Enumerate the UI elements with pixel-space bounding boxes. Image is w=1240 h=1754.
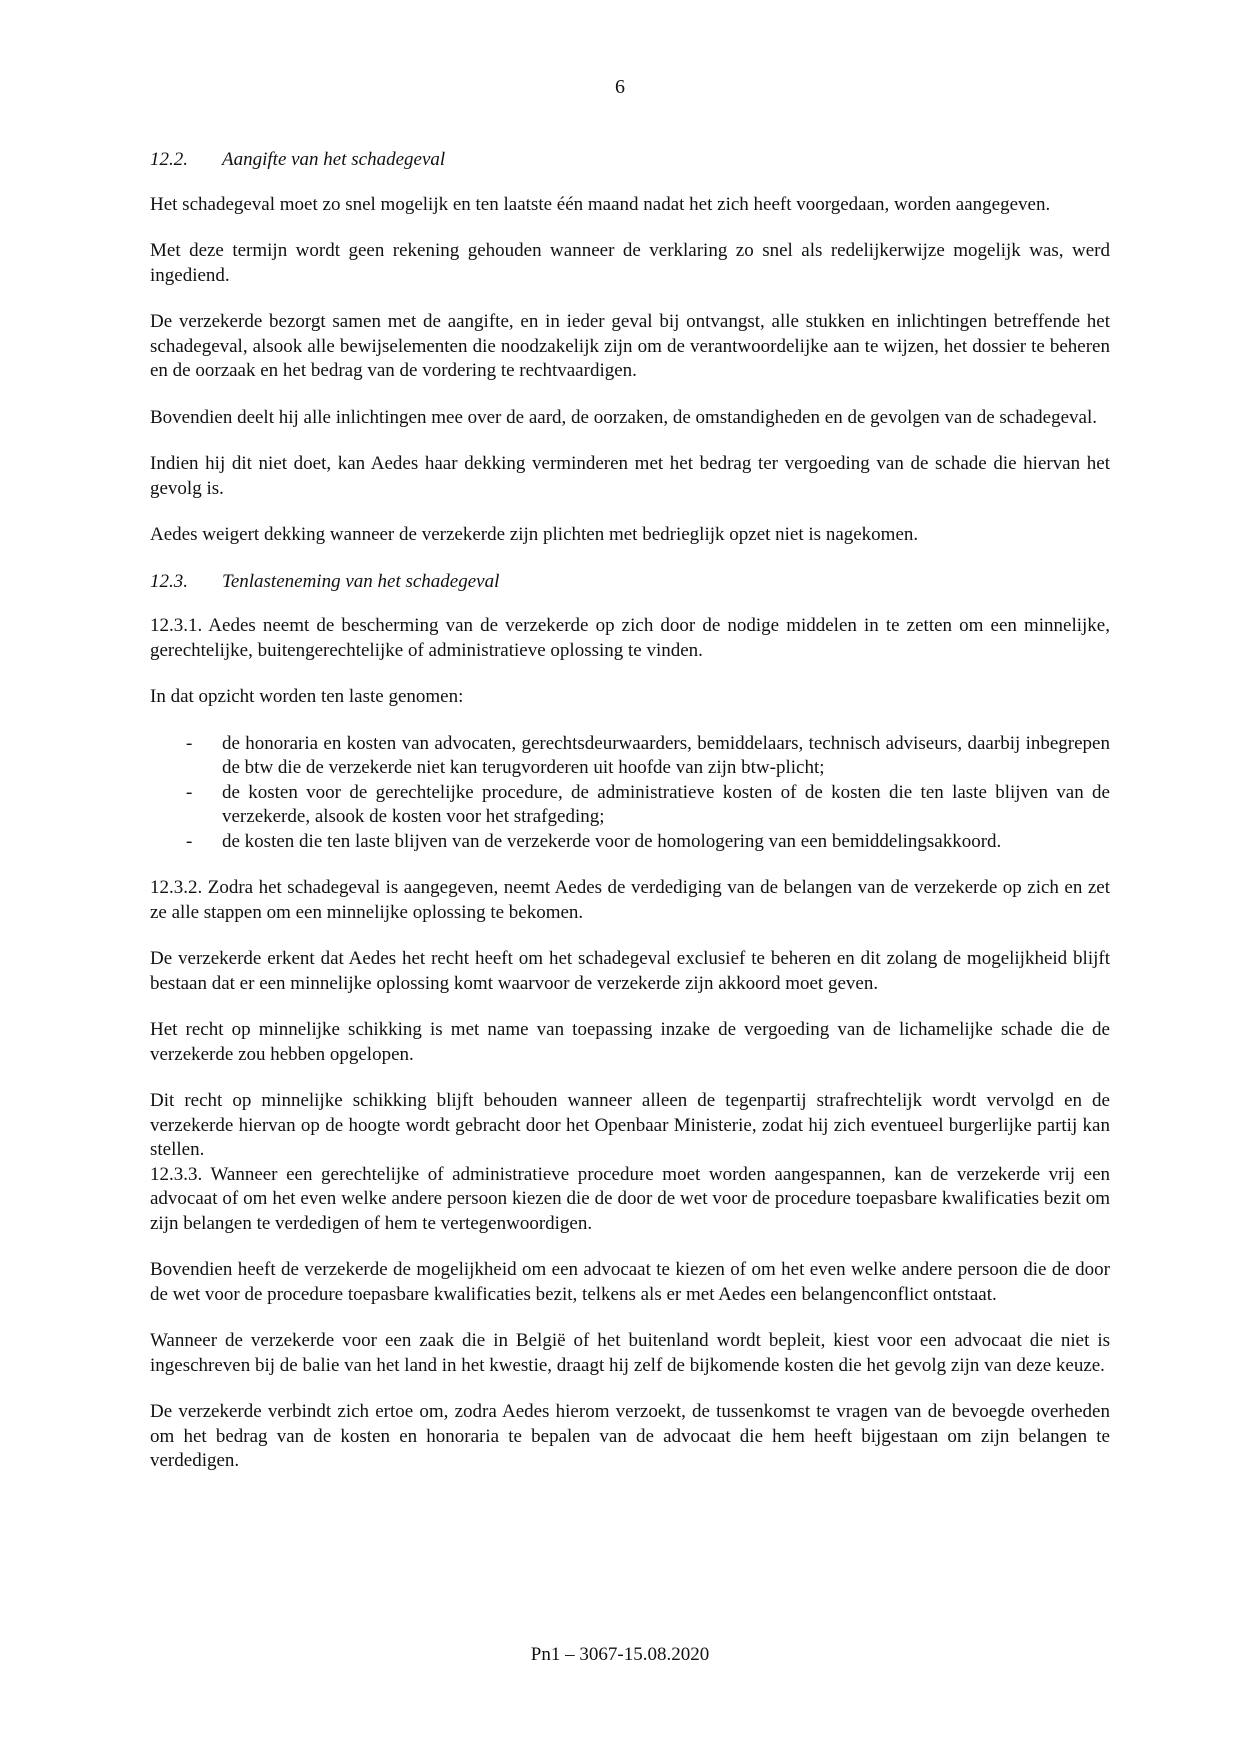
paragraph-12-3-3: 12.3.3. Wanneer een gerechtelijke of administratieve procedure moet worden aangespannen, kan de verzekerde vrij een advocaat of om het even welke andere persoon kiezen die de door de wet voor de procedure toepasbare kwalificaties bezit om zijn belangen te verdedigen of hem te vertegenwoordigen. [150,1163,1110,1234]
paragraph: Het schadegeval moet zo snel mogelijk en ten laatste één maand nadat het zich heeft voorgedaan, worden aangegeven. [150,193,1051,215]
paragraph: Met deze termijn wordt geen rekening gehouden wanneer de verklaring zo snel als redelijkerwijze mogelijk was, werd ingediend. [150,240,1110,286]
paragraph: De verzekerde bezorgt samen met de aangifte, en in ieder geval bij ontvangst, alle stukken en inlichtingen betreffende het schadegeval, alsook alle bewijselementen die noodzakelijk zijn om de verantwoordelijke aan te wijzen, het dossier te beheren en de oorzaak en het bedrag van de vordering te rechtvaardigen. [150,311,1110,381]
paragraph-12-3-1: 12.3.1. Aedes neemt de bescherming van de verzekerde op zich door de nodige middelen in te zetten om een minnelijke, gerechtelijke, buitengerechtelijke of administratieve oplossing te vinden. [150,615,1110,661]
document-body [150,148,1110,1496]
paragraph: Indien hij dit niet doet, kan Aedes haar dekking verminderen met het bedrag ter vergoeding van de schade die hiervan het gevolg is. [150,453,1110,499]
list-item [150,732,1110,781]
paragraph: Het recht op minnelijke schikking is met name van toepassing inzake de vergoeding van de lichamelijke schade die de verzekerde zou hebben opgelopen. [150,1019,1110,1065]
paragraph: In dat opzicht worden ten laste genomen: [150,686,464,707]
paragraph: Bovendien heeft de verzekerde de mogelijkheid om een advocaat te kiezen of om het even welke andere persoon die de door de wet voor de procedure toepasbare kwalificaties bezit, telkens als er met Aedes een belangenconflict ontstaat. [150,1259,1110,1305]
list-item [150,830,1110,855]
list-item [150,781,1110,830]
section-title: Tenlasteneming van het schadegeval [222,570,500,592]
list-item-text: de kosten voor de gerechtelijke procedure, de administratieve kosten of de kosten die ten laste blijven van de verzekerde, alsook de kosten voor het strafgeding; [222,781,1110,827]
list-item-text: de honoraria en kosten van advocaten, gerechtsdeurwaarders, bemiddelaars, technisch adviseurs, daarbij inbegrepen de btw die de verzekerde niet kan terugvorderen uit hoofde van zijn btw-plicht; [222,732,1110,778]
page-number: 6 [615,76,625,98]
paragraph: Wanneer de verzekerde voor een zaak die in België of het buitenland wordt bepleit, kiest voor een advocaat die niet is ingeschreven bij de balie van het land in het kwestie, draagt hij zelf de bijkomende kosten die het gevolg zijn van deze keuze. [150,1330,1110,1376]
section-heading-12-2 [150,148,1110,173]
section-title: Aangifte van het schadegeval [222,149,446,170]
paragraph: De verzekerde verbindt zich ertoe om, zodra Aedes hierom verzoekt, de tussenkomst te vragen van de bevoegde overheden om het bedrag van de kosten en honoraria te bepalen van de advocaat die hem heeft bijgestaan om zijn belangen te verdedigen. [150,1401,1110,1471]
paragraph: Dit recht op minnelijke schikking blijft behouden wanneer alleen de tegenpartij strafrechtelijk wordt vervolgd en de verzekerde hiervan op de hoogte wordt gebracht door het Openbaar Ministerie, zodat hij zich eventueel burgerlijke partij kan stellen. [150,1090,1110,1160]
paragraph: Aedes weigert dekking wanneer de verzekerde zijn plichten met bedrieglijk opzet niet is nagekomen. [150,524,919,545]
section-number: 12.2. [150,149,188,170]
paragraph: Bovendien deelt hij alle inlichtingen mee over de aard, de oorzaken, de omstandigheden en de gevolgen van de schadegeval. [150,406,1098,428]
cost-list [150,732,1110,855]
paragraph-12-3-2: 12.3.2. Zodra het schadegeval is aangegeven, neemt Aedes de verdediging van de belangen van de verzekerde op zich en zet ze alle stappen om een minnelijke oplossing te bekomen. [150,877,1110,923]
list-item-text: de kosten die ten laste blijven van de verzekerde voor de homologering van een bemiddelingsakkoord. [222,830,1002,852]
document-footer: Pn1 – 3067-15.08.2020 [530,1644,710,1665]
section-heading-12-3 [150,570,1110,595]
dash-bullet: - [186,781,193,803]
dash-bullet: - [186,732,193,754]
section-number: 12.3. [150,570,188,592]
paragraph: De verzekerde erkent dat Aedes het recht heeft om het schadegeval exclusief te beheren en dit zolang de mogelijkheid blijft bestaan dat er een minnelijke oplossing komt waarvoor de verzekerde zijn akkoord moet geven. [150,948,1110,994]
dash-bullet: - [186,830,193,852]
